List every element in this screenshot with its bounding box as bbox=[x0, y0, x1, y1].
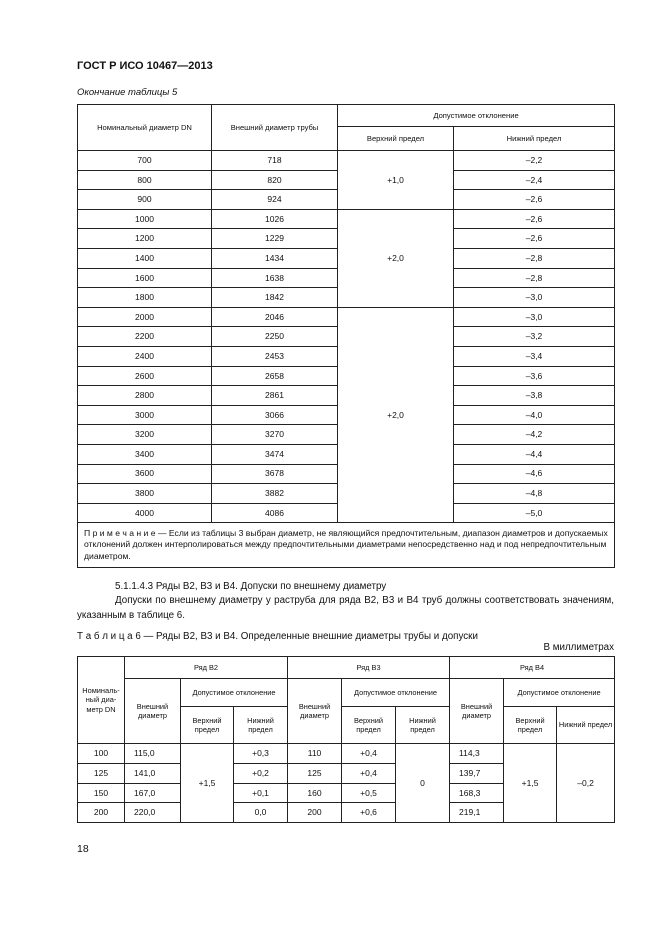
cell-dn: 3400 bbox=[78, 444, 212, 464]
cell-b4-outer: 168,3 bbox=[450, 783, 504, 803]
cell-b3-outer: 125 bbox=[288, 763, 342, 783]
t6-header-dn: Номиналь-ный диа-метр DN bbox=[78, 657, 125, 744]
cell-outer-diameter: 2861 bbox=[212, 386, 338, 406]
cell-lower-limit: –3,6 bbox=[454, 366, 615, 386]
header-tolerance: Допустимое отклонение bbox=[338, 105, 615, 127]
cell-lower-limit: –4,4 bbox=[454, 444, 615, 464]
cell-dn: 200 bbox=[78, 803, 125, 823]
cell-b2-outer: 141,0 bbox=[125, 763, 181, 783]
cell-outer-diameter: 3474 bbox=[212, 444, 338, 464]
cell-b2-lower: +0,1 bbox=[234, 783, 288, 803]
section-heading: 5.1.1.4.3 Ряды В2, В3 и В4. Допуски по внешнему диаметру bbox=[115, 581, 387, 592]
cell-dn: 2000 bbox=[78, 307, 212, 327]
header-outer-diameter: Внешний диаметр трубы bbox=[212, 105, 338, 151]
cell-dn: 700 bbox=[78, 151, 212, 171]
table5-note: П р и м е ч а н и е — Если из таблицы 3 выбран диаметр, не являющийся предпочтительным, диапазон диаметров и допускаемых отклонений должен интерполироваться между предпочтительными диаметрами непосредственно над и под непредпочтительным диаметром. bbox=[78, 523, 615, 568]
cell-b3-outer: 160 bbox=[288, 783, 342, 803]
cell-outer-diameter: 1026 bbox=[212, 209, 338, 229]
cell-b2-outer: 115,0 bbox=[125, 744, 181, 764]
table-5 bbox=[77, 104, 615, 568]
cell-b2-outer: 167,0 bbox=[125, 783, 181, 803]
table5-continuation-label: Окончание таблицы 5 bbox=[77, 87, 178, 98]
cell-dn: 3600 bbox=[78, 464, 212, 484]
table-row bbox=[78, 744, 615, 764]
header-upper-limit: Верхний предел bbox=[338, 127, 454, 151]
cell-b4-outer: 219,1 bbox=[450, 803, 504, 823]
section-paragraph: Допуски по внешнему диаметру у раструба для ряда В2, В3 и В4 труб должны соответствовать значениям, указанным в таблице 6. bbox=[77, 595, 614, 621]
table6-caption: Т а б л и ц а 6 — Ряды В2, В3 и В4. Определенные внешние диаметры трубы и допуски bbox=[77, 631, 478, 642]
cell-b3-upper: +0,4 bbox=[342, 744, 396, 764]
cell-b3-upper: +0,4 bbox=[342, 763, 396, 783]
cell-lower-limit: –4,2 bbox=[454, 425, 615, 445]
cell-b3-outer: 200 bbox=[288, 803, 342, 823]
cell-outer-diameter: 3678 bbox=[212, 464, 338, 484]
cell-upper-limit: +2,0 bbox=[338, 307, 454, 523]
cell-b4-outer: 114,3 bbox=[450, 744, 504, 764]
cell-lower-limit: –2,8 bbox=[454, 248, 615, 268]
cell-b4-lower: –0,2 bbox=[557, 744, 615, 823]
cell-b4-outer: 139,7 bbox=[450, 763, 504, 783]
cell-dn: 2200 bbox=[78, 327, 212, 347]
cell-dn: 100 bbox=[78, 744, 125, 764]
table-6 bbox=[77, 656, 615, 823]
table-row bbox=[78, 307, 615, 327]
cell-lower-limit: –3,2 bbox=[454, 327, 615, 347]
cell-lower-limit: –2,8 bbox=[454, 268, 615, 288]
cell-b3-lower: 0 bbox=[396, 744, 450, 823]
cell-dn: 2400 bbox=[78, 346, 212, 366]
cell-outer-diameter: 820 bbox=[212, 170, 338, 190]
cell-lower-limit: –2,4 bbox=[454, 170, 615, 190]
t6-header-b4: Ряд В4 bbox=[450, 657, 615, 679]
cell-dn: 1600 bbox=[78, 268, 212, 288]
cell-lower-limit: –3,0 bbox=[454, 307, 615, 327]
cell-dn: 900 bbox=[78, 190, 212, 210]
cell-dn: 800 bbox=[78, 170, 212, 190]
t6-header-b3-lower: Нижний предел bbox=[396, 707, 450, 744]
table-row bbox=[78, 151, 615, 171]
cell-dn: 3800 bbox=[78, 484, 212, 504]
cell-lower-limit: –2,6 bbox=[454, 209, 615, 229]
cell-dn: 4000 bbox=[78, 503, 212, 523]
cell-lower-limit: –4,8 bbox=[454, 484, 615, 504]
cell-dn: 1400 bbox=[78, 248, 212, 268]
cell-lower-limit: –3,4 bbox=[454, 346, 615, 366]
t6-header-b2-upper: Верхний предел bbox=[181, 707, 234, 744]
header-lower-limit: Нижний предел bbox=[454, 127, 615, 151]
page-number: 18 bbox=[77, 843, 89, 855]
t6-header-b3-outer: Внешний диаметр bbox=[288, 679, 342, 744]
cell-lower-limit: –5,0 bbox=[454, 503, 615, 523]
t6-header-b3-upper: Верхний предел bbox=[342, 707, 396, 744]
cell-dn: 2600 bbox=[78, 366, 212, 386]
cell-dn: 3200 bbox=[78, 425, 212, 445]
t6-header-b4-tolerance: Допустимое отклонение bbox=[504, 679, 615, 707]
cell-lower-limit: –3,0 bbox=[454, 288, 615, 308]
cell-lower-limit: –4,0 bbox=[454, 405, 615, 425]
cell-dn: 1200 bbox=[78, 229, 212, 249]
cell-dn: 1000 bbox=[78, 209, 212, 229]
cell-b3-outer: 110 bbox=[288, 744, 342, 764]
cell-lower-limit: –4,6 bbox=[454, 464, 615, 484]
cell-lower-limit: –2,2 bbox=[454, 151, 615, 171]
t6-header-b2: Ряд В2 bbox=[125, 657, 288, 679]
t6-header-b3-tolerance: Допустимое отклонение bbox=[342, 679, 450, 707]
document-header: ГОСТ Р ИСО 10467—2013 bbox=[77, 60, 213, 72]
cell-b2-outer: 220,0 bbox=[125, 803, 181, 823]
cell-b2-upper: +1,5 bbox=[181, 744, 234, 823]
cell-outer-diameter: 3066 bbox=[212, 405, 338, 425]
table6-units: В миллиметрах bbox=[543, 642, 614, 653]
cell-outer-diameter: 4086 bbox=[212, 503, 338, 523]
cell-b2-lower: +0,3 bbox=[234, 744, 288, 764]
t6-header-b3: Ряд В3 bbox=[288, 657, 450, 679]
cell-outer-diameter: 2250 bbox=[212, 327, 338, 347]
cell-dn: 125 bbox=[78, 763, 125, 783]
cell-lower-limit: –2,6 bbox=[454, 229, 615, 249]
cell-outer-diameter: 3270 bbox=[212, 425, 338, 445]
t6-header-b4-upper: Верхний предел bbox=[504, 707, 557, 744]
cell-b2-lower: +0,2 bbox=[234, 763, 288, 783]
cell-b2-lower: 0,0 bbox=[234, 803, 288, 823]
t6-header-b2-outer: Внешний диаметр bbox=[125, 679, 181, 744]
cell-lower-limit: –3,8 bbox=[454, 386, 615, 406]
table-row bbox=[78, 209, 615, 229]
cell-outer-diameter: 3882 bbox=[212, 484, 338, 504]
cell-dn: 1800 bbox=[78, 288, 212, 308]
cell-outer-diameter: 718 bbox=[212, 151, 338, 171]
cell-lower-limit: –2,6 bbox=[454, 190, 615, 210]
t6-header-b2-lower: Нижний предел bbox=[234, 707, 288, 744]
cell-dn: 3000 bbox=[78, 405, 212, 425]
cell-upper-limit: +1,0 bbox=[338, 151, 454, 210]
cell-outer-diameter: 2046 bbox=[212, 307, 338, 327]
cell-b3-upper: +0,6 bbox=[342, 803, 396, 823]
cell-upper-limit: +2,0 bbox=[338, 209, 454, 307]
cell-outer-diameter: 924 bbox=[212, 190, 338, 210]
t6-header-b2-tolerance: Допустимое отклонение bbox=[181, 679, 288, 707]
cell-outer-diameter: 2658 bbox=[212, 366, 338, 386]
cell-outer-diameter: 1842 bbox=[212, 288, 338, 308]
header-dn: Номинальный диаметр DN bbox=[78, 105, 212, 151]
t6-header-b4-lower: Нижний предел bbox=[557, 707, 615, 744]
cell-outer-diameter: 2453 bbox=[212, 346, 338, 366]
cell-dn: 150 bbox=[78, 783, 125, 803]
cell-dn: 2800 bbox=[78, 386, 212, 406]
cell-outer-diameter: 1638 bbox=[212, 268, 338, 288]
cell-b3-upper: +0,5 bbox=[342, 783, 396, 803]
cell-outer-diameter: 1434 bbox=[212, 248, 338, 268]
t6-header-b4-outer: Внешний диаметр bbox=[450, 679, 504, 744]
cell-b4-upper: +1,5 bbox=[504, 744, 557, 823]
cell-outer-diameter: 1229 bbox=[212, 229, 338, 249]
